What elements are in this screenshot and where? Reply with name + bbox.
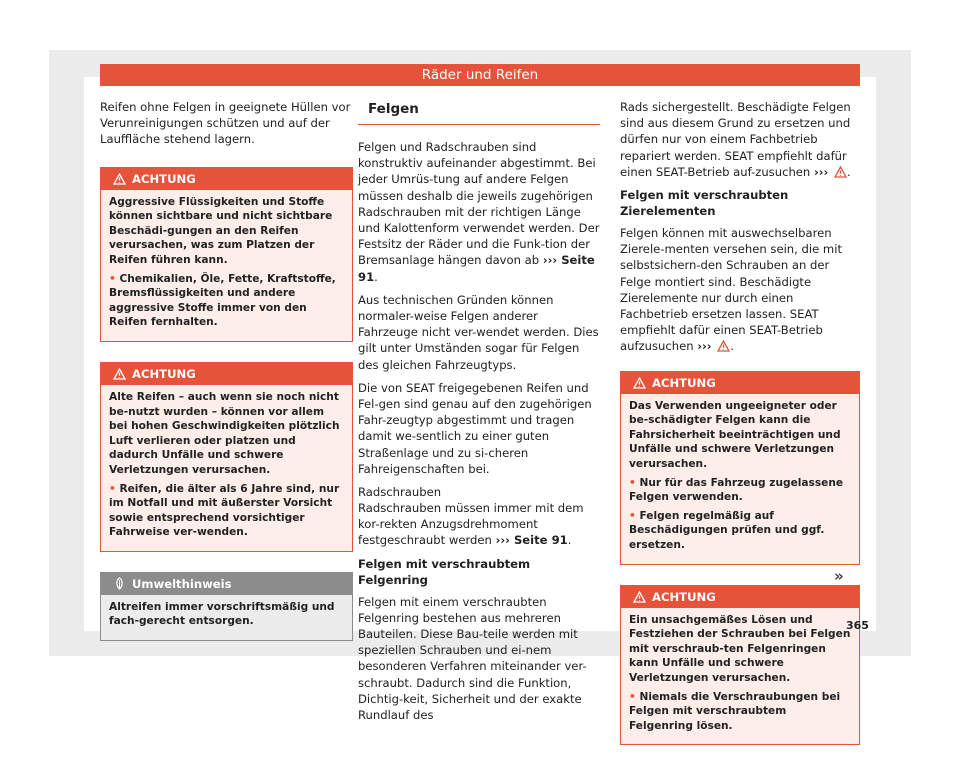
continue-marker: » (834, 567, 844, 585)
subheading: Felgen mit verschraubten Zierelementen (620, 188, 789, 219)
warning-triangle-icon (834, 166, 847, 178)
page-reference-link[interactable]: ››› (813, 164, 829, 179)
environment-note-header (101, 573, 352, 595)
paragraph-text: Felgen können mit auswechselbaren Zierele-menten versehen sein, die mit selbstsichern-den Schrauben an der Felge montiert sind. Beschädigte Zierelemente nur durch einen Fachbetrieb ersetzen lassen. SEAT empfiehlt dafür einen SEAT-Betrieb aufzusuchen (620, 226, 842, 354)
warning-box (620, 585, 860, 746)
warning-body (621, 608, 859, 745)
warning-body (101, 385, 352, 551)
paragraph: Felgen und Radschrauben sind konstruktiv aufeinander abgestimmt. Bei jeder Umrüs-tung auf andere Felgen müssen deshalb die jeweils zugehörigen Radschrauben mit der richtigen Länge und Kalottenform verwendet werden. Der Festsitz der Räder und die Funk-tion der Bremsanlage hängen davon ab ››› Seite 91. (358, 140, 600, 284)
warning-bullet: • Felgen regelmäßig auf Beschädigungen prüfen und ggf. ersetzen. (629, 509, 851, 553)
page-number: 365 (846, 619, 869, 632)
warning-triangle-icon (633, 591, 646, 603)
page-reference-link[interactable]: ››› (697, 339, 712, 354)
warning-label: ACHTUNG (132, 171, 196, 186)
subheading: Radschrauben (358, 485, 442, 500)
warning-triangle-icon (633, 377, 646, 389)
warning-text: Das Verwenden ungeeigneter oder be-schädigter Felgen kann die Fahrsicherheit beeinträchtigen und Unfälle und schwere Verletzungen verursachen. (629, 399, 841, 471)
page-reference-link[interactable]: ››› Seite 91 (495, 533, 568, 548)
warning-label: ACHTUNG (652, 375, 716, 390)
column-left (100, 99, 353, 641)
warning-header (621, 586, 859, 608)
paragraph-text: Felgen und Radschrauben sind konstruktiv aufeinander abgestimmt. Bei jeder Umrüs-tung auf andere Felgen müssen deshalb die jeweils zugehörigen Radschrauben mit der richtigen Länge und Kalottenform verwendet werden. Der Festsitz der Räder und die Funk-tion der Bremsanlage hängen davon ab (358, 140, 600, 268)
warning-label: ACHTUNG (652, 589, 716, 604)
warning-box (620, 371, 860, 565)
leaf-icon (113, 577, 126, 590)
warning-triangle-icon (113, 173, 126, 185)
paragraph: Felgen können mit auswechselbaren Zierele-menten versehen sein, die mit selbstsichern-den Schrauben an der Felge montiert sind. Beschädigte Zierelemente nur durch einen Fachbetrieb ersetzen lassen. SEAT empfiehlt dafür einen SEAT-Betrieb aufzusuchen ››› . (620, 226, 842, 354)
warning-bullet: • Chemikalien, Öle, Fette, Kraftstoffe, Bremsflüssigkeiten und andere aggressive Stoffe immer von den Reifen fernhalten. (109, 272, 344, 330)
warning-text: Ein unsachgemäßes Lösen und Festziehen der Schrauben bei Felgen mit verschraub-ten Felgenringen kann Unfälle und schwere Verletzungen verursachen. (629, 613, 851, 684)
environment-note-box (100, 572, 353, 641)
paragraph: Radschrauben müssen immer mit dem kor-rekten Anzugsdrehmoment festgeschraubt werden ››› Seite 91. (358, 501, 584, 548)
warning-bullet: • Reifen, die älter als 6 Jahre sind, nur im Notfall und mit äußerster Vorsicht sowie entsprechend vorsichtiger Fahrweise ver-wenden. (109, 482, 344, 540)
subheading: Felgen mit verschraubtem Felgenring (358, 556, 531, 587)
paragraph-text: Radschrauben müssen immer mit dem kor-rekten Anzugsdrehmoment festgeschraubt werden (358, 501, 584, 548)
warning-header (621, 372, 859, 394)
warning-bullet: • Niemals die Verschraubungen bei Felgen mit verschraubtem Felgenring lösen. (629, 690, 851, 734)
intro-paragraph: Reifen ohne Felgen in geeignete Hüllen vor Verunreinigungen schützen und auf der Lauffläche stehend lagern. (100, 100, 351, 147)
paragraph: Aus technischen Gründen können normaler-weise Felgen anderer Fahrzeuge nicht ver-wendet werden. Dies gilt unter Umständen sogar für Felgen des gleichen Fahrzeugtyps. (358, 292, 599, 372)
column-middle (358, 99, 600, 730)
environment-note-label: Umwelthinweis (132, 576, 232, 591)
warning-text: Aggressive Flüssigkeiten und Stoffe können sichtbare und nicht sichtbare Beschädi-gungen an den Reifen verursachen, was zum Platzen der Reifen führen kann. (109, 195, 333, 266)
warning-label: ACHTUNG (132, 366, 196, 381)
warning-triangle-icon (717, 340, 730, 352)
warning-header (101, 363, 352, 385)
section-title: Felgen (358, 99, 600, 125)
environment-note-text: Altreifen immer vorschriftsmäßig und fach-gerecht entsorgen. (109, 600, 335, 628)
warning-box (100, 167, 353, 342)
paragraph-text: Rads sichergestellt. Beschädigte Felgen sind aus diesem Grund zu ersetzen und dürfen nur von einem Fachbetrieb repariert werden. SEAT empfiehlt dafür einen SEAT-Betrieb auf-zusuchen (620, 100, 851, 179)
paragraph: Felgen mit einem verschraubten Felgenring bestehen aus mehreren Bauteilen. Diese Bau-teile werden mit speziellen Schrauben und ei-nem besonderen Verfahren miteinander ver-schraubt. Dadurch sind die Funktion, Dichtig-keit, Sicherheit und der exakte Rundlauf des (358, 594, 587, 723)
warning-header (101, 168, 352, 190)
warning-bullet: • Nur für das Fahrzeug zugelassene Felgen verwenden. (629, 476, 851, 505)
paragraph: Rads sichergestellt. Beschädigte Felgen sind aus diesem Grund zu ersetzen und dürfen nur von einem Fachbetrieb repariert werden. SEAT empfiehlt dafür einen SEAT-Betrieb auf-zusuchen ››› . (620, 100, 851, 179)
page-reference-link[interactable]: ››› Seite 91 (358, 253, 595, 284)
warning-triangle-icon (113, 368, 126, 380)
warning-body (621, 394, 859, 564)
warning-text: Alte Reifen – auch wenn sie noch nicht be-nutzt wurden – können vor allem bei hohen Geschwindigkeiten plötzlich Luft verlieren oder platzen und dadurch Unfälle und schwere Verletzungen verursachen. (109, 390, 340, 476)
column-right (620, 99, 860, 765)
warning-body (101, 190, 352, 341)
chapter-header: Räder und Reifen (100, 64, 860, 86)
warning-box (100, 362, 353, 552)
paragraph: Die von SEAT freigegebenen Reifen und Fel-gen sind genau auf den zugehörigen Fahr-zeugtyp abgestimmt und tragen damit we-sentlich zu einer guten Straßenlage und zu si-cheren Fahreigenschaften bei. (358, 380, 592, 476)
environment-note-body (101, 595, 352, 640)
